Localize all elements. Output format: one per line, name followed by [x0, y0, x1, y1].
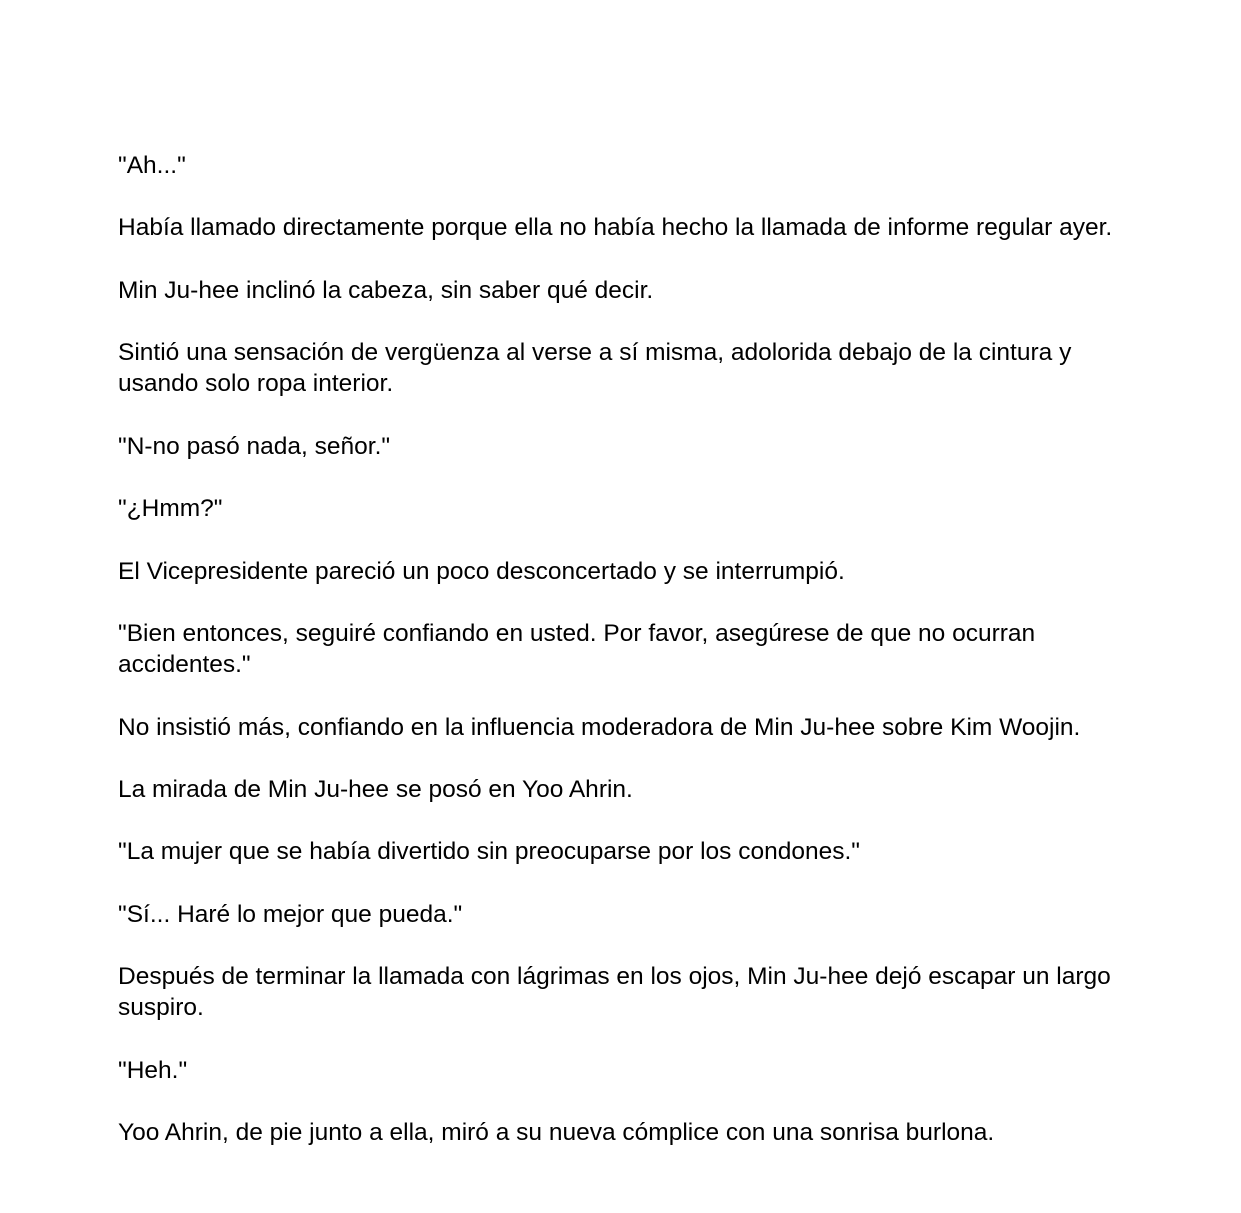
paragraph: Después de terminar la llamada con lágrimas en los ojos, Min Ju-hee dejó escapar un largo suspiro. — [118, 963, 1111, 1022]
paragraph: El Vicepresidente pareció un poco desconcertado y se interrumpió. — [118, 557, 845, 585]
paragraph: "Ah..." — [118, 152, 186, 179]
paragraph: "Sí... Haré lo mejor que pueda." — [118, 900, 463, 928]
paragraph: La mirada de Min Ju-hee se posó en Yoo Ahrin. — [118, 775, 633, 803]
paragraph: Había llamado directamente porque ella no había hecho la llamada de informe regular ayer. — [118, 214, 1113, 242]
document-body — [118, 150, 1118, 1179]
paragraph: "Heh." — [118, 1056, 188, 1084]
paragraph: "N-no pasó nada, señor." — [118, 432, 391, 460]
paragraph: Yoo Ahrin, de pie junto a ella, miró a su nueva cómplice con una sonrisa burlona. — [118, 1119, 995, 1147]
paragraph: Sintió una sensación de vergüenza al verse a sí misma, adolorida debajo de la cintura y usando solo ropa interior. — [118, 339, 1072, 398]
paragraph: "La mujer que se había divertido sin preocuparse por los condones." — [118, 838, 860, 866]
paragraph: Min Ju-hee inclinó la cabeza, sin saber qué decir. — [118, 276, 654, 304]
paragraph: No insistió más, confiando en la influencia moderadora de Min Ju-hee sobre Kim Woojin. — [118, 713, 1081, 741]
paragraph: "Bien entonces, seguiré confiando en usted. Por favor, asegúrese de que no ocurran accidentes." — [118, 619, 1036, 679]
paragraph: "¿Hmm?" — [118, 495, 223, 523]
